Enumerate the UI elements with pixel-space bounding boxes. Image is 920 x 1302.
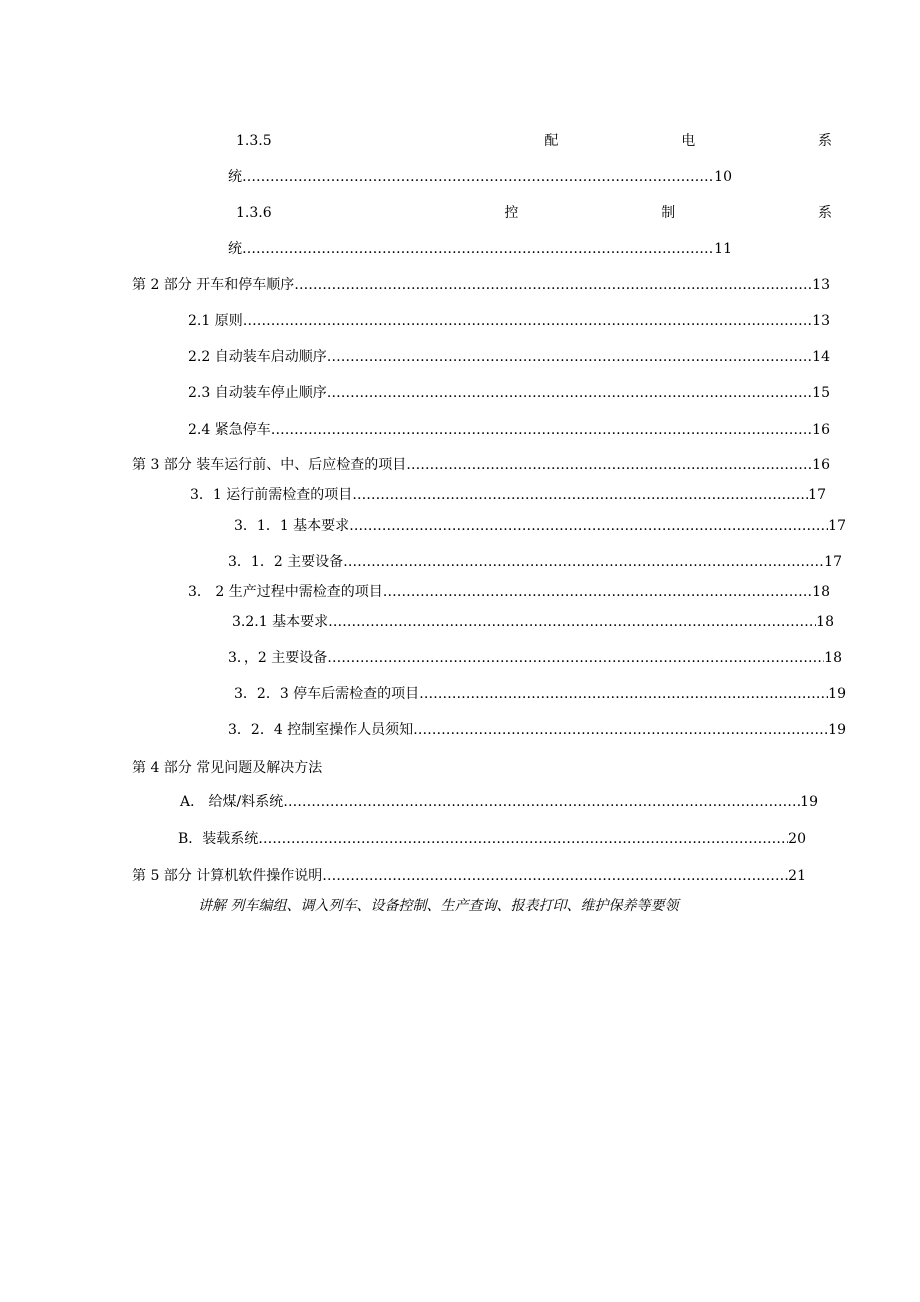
toc-entry-3-1 <box>190 485 826 505</box>
toc-entry-char: 制 <box>661 205 676 221</box>
toc-leader-dots <box>419 684 828 704</box>
toc-page-number: 19 <box>828 686 846 702</box>
toc-entry-3-2-4 <box>228 720 846 740</box>
part-5-note: 讲解 列车编组、调入列车、设备控制、生产查询、报表打印、维护保养等要领 <box>198 898 679 914</box>
toc-page-number: 10 <box>714 169 732 185</box>
toc-entry-2-2 <box>188 347 830 367</box>
toc-leader-dots <box>271 420 812 440</box>
toc-page-number: 13 <box>812 313 830 329</box>
toc-page-number: 18 <box>816 614 834 630</box>
toc-leader-dots <box>413 720 828 740</box>
toc-entry-3-2-2 <box>228 648 842 668</box>
toc-page-number: 17 <box>828 518 846 534</box>
toc-entry-1-3-6 <box>236 203 832 223</box>
toc-entry-part-2 <box>132 275 830 295</box>
toc-entry-title: 2.4 紧急停车 <box>188 422 271 438</box>
toc-entry-char: 控 <box>504 205 519 221</box>
toc-entry-part-4: 第 4 部分 常见问题及解决方法 <box>132 760 323 776</box>
toc-entry-3-2-1 <box>232 612 834 632</box>
toc-entry-title: 3． 2 生产过程中需检查的项目 <box>188 584 383 600</box>
toc-page-number: 16 <box>812 457 830 473</box>
toc-page-number: 14 <box>812 349 830 365</box>
toc-entry-a <box>180 792 818 812</box>
toc-entry-number: 1.3.5 <box>236 133 272 149</box>
toc-entry-title: 2.3 自动装车停止顺序 <box>188 385 327 401</box>
toc-entry-2-3 <box>188 383 830 403</box>
toc-entry-title: 3．1．2 主要设备 <box>228 554 344 570</box>
toc-page-number: 18 <box>812 584 830 600</box>
toc-entry-title: 第 3 部分 装车运行前、中、后应检查的项目 <box>132 457 407 473</box>
toc-entry-title: B．装载系统 <box>178 831 259 847</box>
toc-entry-char: 系 <box>817 133 832 149</box>
toc-entry-title: 第 5 部分 计算机软件操作说明 <box>132 868 323 884</box>
toc-entry-title: 3．，2 主要设备 <box>228 650 328 666</box>
toc-entry-title: 2.1 原则 <box>188 313 243 329</box>
toc-leader-dots <box>283 792 800 812</box>
toc-leader-dots <box>242 167 714 187</box>
toc-leader-dots <box>328 612 816 632</box>
toc-entry-title: 3．2．4 控制室操作人员须知 <box>228 722 414 738</box>
toc-leader-dots <box>406 455 812 475</box>
toc-entry-char: 系 <box>817 205 832 221</box>
toc-entry-b <box>178 829 806 849</box>
toc-page-number: 19 <box>800 794 818 810</box>
toc-entry-title: 3．2．3 停车后需检查的项目 <box>234 686 420 702</box>
toc-leader-dots <box>294 275 812 295</box>
toc-leader-dots <box>349 516 828 536</box>
toc-page-number: 17 <box>808 487 826 503</box>
toc-entry-char: 配 <box>544 133 559 149</box>
toc-entry-1-3-5 <box>236 131 832 151</box>
toc-page-number: 21 <box>788 868 806 884</box>
toc-entry-title: A． 给煤/料系统 <box>180 794 284 810</box>
toc-page-number: 17 <box>824 554 842 570</box>
toc-entry-2-4 <box>188 420 830 440</box>
toc-page-number: 19 <box>828 722 846 738</box>
toc-entry-title: 3．1．1 基本要求 <box>234 518 350 534</box>
toc-leader-dots <box>327 383 812 403</box>
toc-entry-title: 统 <box>228 241 242 257</box>
toc-leader-dots <box>242 239 714 259</box>
toc-entry-title: 3.2.1 基本要求 <box>232 614 329 630</box>
toc-entry-3-1-1 <box>234 516 846 536</box>
toc-entry-title: 2.2 自动装车启动顺序 <box>188 349 327 365</box>
toc-leader-dots <box>383 582 812 602</box>
toc-entry-title: 统 <box>228 169 242 185</box>
toc-leader-dots <box>352 485 808 505</box>
toc-leader-dots <box>243 311 812 331</box>
toc-entry-char: 电 <box>681 133 696 149</box>
toc-entry-part-5 <box>132 866 806 886</box>
toc-entry-2-1 <box>188 311 830 331</box>
toc-page-number: 13 <box>812 277 830 293</box>
toc-leader-dots <box>258 829 788 849</box>
toc-page-number: 15 <box>812 385 830 401</box>
toc-entry-3-2 <box>188 582 830 602</box>
toc-page-number: 18 <box>824 650 842 666</box>
toc-entry-3-2-3 <box>234 684 846 704</box>
toc-page-number: 20 <box>788 831 806 847</box>
toc-entry-number: 1.3.6 <box>236 205 272 221</box>
toc-page-number: 11 <box>714 241 732 257</box>
toc-entry-3-1-2 <box>228 552 842 572</box>
toc-leader-dots <box>327 347 812 367</box>
toc-entry-title: 第 2 部分 开车和停车顺序 <box>132 277 295 293</box>
toc-leader-dots <box>343 552 824 572</box>
toc-page-number: 16 <box>812 422 830 438</box>
toc-leader-dots <box>322 866 788 886</box>
toc-entry-part-3 <box>132 455 830 475</box>
toc-leader-dots <box>327 648 824 668</box>
toc-entry-1-3-5-continued <box>228 167 732 187</box>
toc-entry-title: 3．1 运行前需检查的项目 <box>190 487 353 503</box>
toc-entry-1-3-6-continued <box>228 239 732 259</box>
